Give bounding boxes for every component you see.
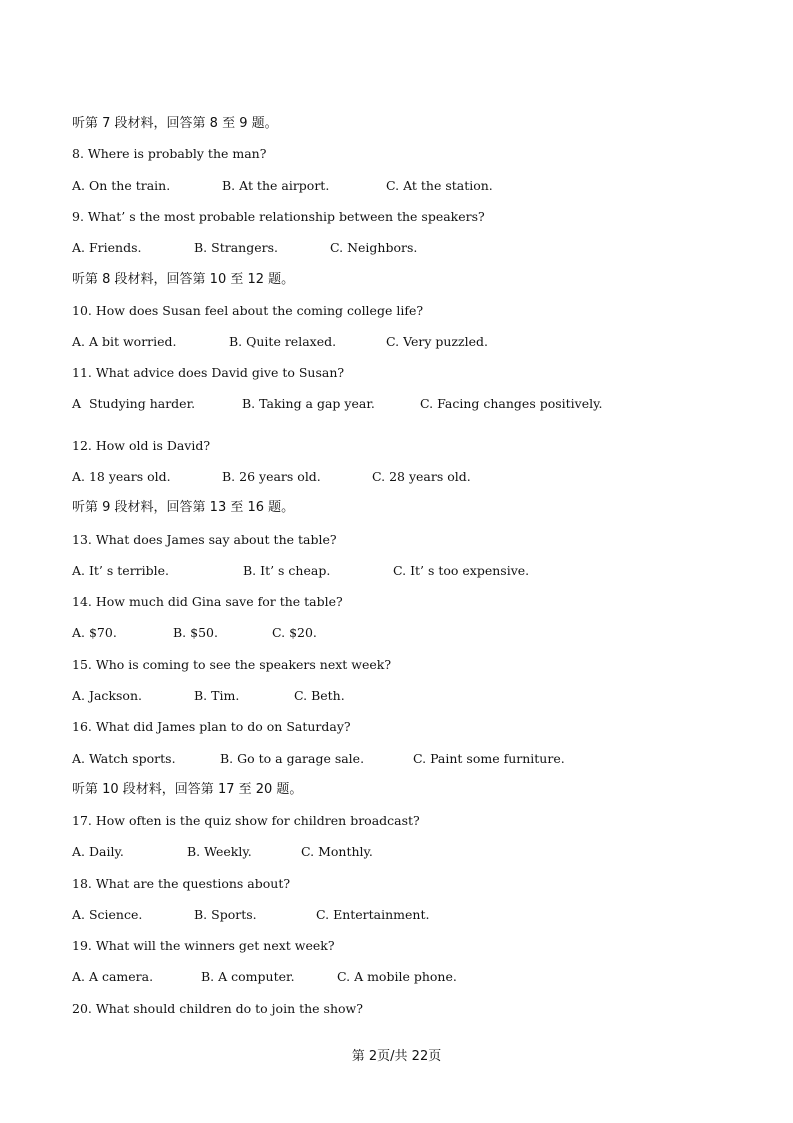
option-a: A. $70. [72, 625, 117, 640]
section-heading: 听第 9 段材料，回答第 13 至 16 题。 [72, 500, 295, 515]
question-text: 19. What will the winners get next week? [72, 938, 335, 953]
answer-options [72, 625, 317, 641]
question-text: 16. What did James plan to do on Saturday? [72, 719, 351, 734]
question-text: 17. How often is the quiz show for children broadcast? [72, 813, 420, 828]
question-text: 12. How old is David? [72, 438, 211, 453]
option-a: A. It’ s terrible. [72, 563, 170, 578]
option-a: A. Science. [72, 907, 143, 922]
option-c: C. Monthly. [301, 844, 373, 859]
option-a: A. A camera. [72, 969, 154, 984]
option-a: A. A bit worried. [72, 334, 177, 349]
option-b: B. Go to a garage sale. [220, 751, 365, 766]
answer-options [72, 396, 603, 412]
answer-options [72, 969, 457, 985]
question-text: 13. What does James say about the table? [72, 532, 337, 547]
option-c: C. It’ s too expensive. [393, 563, 530, 578]
answer-options [72, 178, 493, 194]
option-c: C. Paint some furniture. [413, 751, 565, 766]
option-b: B. Strangers. [194, 240, 278, 255]
option-a: A. Jackson. [72, 688, 142, 703]
question-text: 8. Where is probably the man? [72, 146, 267, 161]
option-b: B. A computer. [201, 969, 295, 984]
answer-options [72, 240, 417, 256]
answer-options [72, 907, 429, 923]
question-text: 11. What advice does David give to Susan? [72, 365, 345, 380]
option-b: B. $50. [173, 625, 218, 640]
answer-options [72, 751, 565, 767]
option-a: A Studying harder. [72, 396, 196, 411]
answer-options [72, 469, 471, 485]
option-c: C. A mobile phone. [337, 969, 457, 984]
answer-options [72, 844, 373, 860]
question-text: 10. How does Susan feel about the coming college life? [72, 303, 424, 318]
option-b: B. Taking a gap year. [242, 396, 375, 411]
option-b: B. Sports. [194, 907, 257, 922]
option-a: A. Daily. [72, 844, 124, 859]
option-b: B. Tim. [194, 688, 240, 703]
option-b: B. Quite relaxed. [229, 334, 337, 349]
option-c: C. $20. [272, 625, 317, 640]
option-b: B. Weekly. [187, 844, 252, 859]
question-text: 14. How much did Gina save for the table? [72, 594, 343, 609]
page-footer: 第 2页/共 22页 [351, 1049, 442, 1064]
option-b: B. It’ s cheap. [243, 563, 331, 578]
option-c: C. Entertainment. [316, 907, 430, 922]
option-a: A. Friends. [72, 240, 142, 255]
option-a: A. Watch sports. [72, 751, 176, 766]
option-c: C. Neighbors. [330, 240, 418, 255]
section-heading: 听第 10 段材料，回答第 17 至 20 题。 [72, 782, 303, 797]
option-c: C. 28 years old. [372, 469, 471, 484]
answer-options [72, 334, 488, 350]
question-text: 15. Who is coming to see the speakers next week? [72, 657, 392, 672]
option-c: C. At the station. [386, 178, 493, 193]
section-heading: 听第 7 段材料，回答第 8 至 9 题。 [72, 116, 278, 131]
answer-options [72, 688, 345, 704]
option-b: B. 26 years old. [222, 469, 321, 484]
answer-options [72, 563, 529, 579]
option-a: A. 18 years old. [72, 469, 171, 484]
section-heading: 听第 8 段材料，回答第 10 至 12 题。 [72, 272, 295, 287]
question-text: 18. What are the questions about? [72, 876, 291, 891]
option-c: C. Beth. [294, 688, 345, 703]
option-c: C. Facing changes positively. [420, 396, 603, 411]
option-a: A. On the train. [72, 178, 171, 193]
question-text: 9. What’ s the most probable relationship between the speakers? [72, 209, 485, 224]
option-b: B. At the airport. [222, 178, 330, 193]
question-text: 20. What should children do to join the show? [72, 1001, 363, 1016]
option-c: C. Very puzzled. [386, 334, 488, 349]
